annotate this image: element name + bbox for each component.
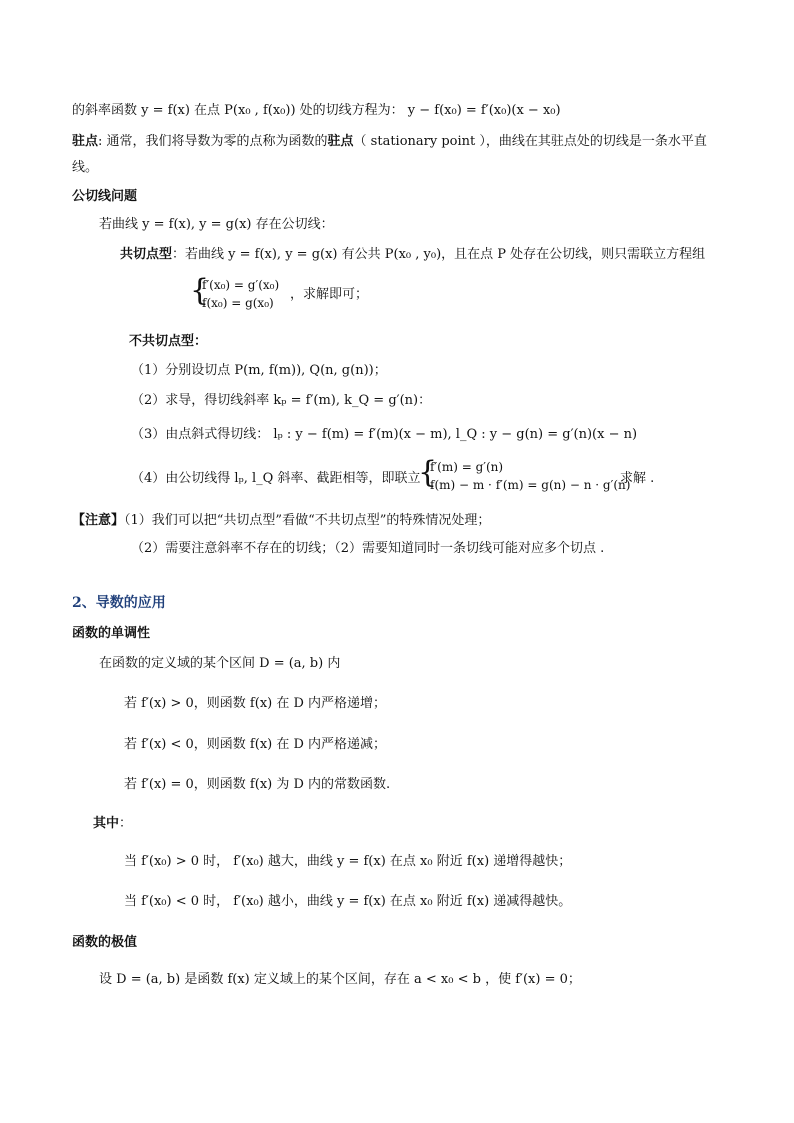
system-row-1: f′(x₀) = g′(x₀) bbox=[202, 278, 280, 292]
shared-point-type bbox=[120, 246, 705, 264]
step-2 bbox=[131, 392, 431, 410]
system-row-1: f′(m) = g′(n) bbox=[430, 460, 504, 474]
heading-non-shared-point bbox=[129, 333, 207, 351]
monotonicity-decreasing bbox=[124, 736, 386, 754]
text: ，求解即可； bbox=[290, 287, 369, 302]
heading-monotonicity bbox=[72, 625, 150, 643]
stationary-point-line-cont bbox=[72, 159, 98, 177]
text: 不共切点型 bbox=[129, 334, 195, 349]
condition-decreasing bbox=[124, 893, 571, 911]
text: （3）由点斜式得切线： lₚ : y − f(m) = f′(m)(x − m), l_Q : y − g(n) = g′(n)(x − n) bbox=[131, 427, 638, 442]
equation-system-1 bbox=[202, 276, 279, 312]
tangent-equation-line bbox=[72, 102, 561, 120]
text: 线。 bbox=[72, 160, 99, 175]
text: : 通常，我们将导数为零的点称为函数的 bbox=[98, 134, 328, 149]
term-stationary-2: 驻点 bbox=[327, 134, 354, 149]
monotonicity-intro bbox=[99, 655, 340, 673]
text: ： bbox=[194, 334, 208, 349]
text: 若 f′(x) < 0，则函数 f(x) 在 D 内严格递减； bbox=[124, 737, 387, 752]
heading-common-tangent bbox=[72, 188, 137, 206]
step-3 bbox=[131, 426, 637, 444]
term-shared-point: 共切点型 bbox=[120, 247, 173, 262]
note-line-2 bbox=[131, 540, 604, 558]
common-tangent-intro bbox=[99, 216, 334, 234]
term-among: 其中 bbox=[93, 816, 120, 831]
stationary-point-line bbox=[72, 133, 707, 151]
section-heading-applications bbox=[72, 594, 166, 612]
term-stationary: 驻点 bbox=[72, 134, 99, 149]
condition-increasing bbox=[124, 853, 571, 871]
left-brace: { bbox=[418, 455, 438, 490]
text: 公切线问题 bbox=[72, 189, 138, 204]
text: （2）求导，得切线斜率 kₚ = f′(m), k_Q = g′(n)： bbox=[131, 393, 432, 408]
text: （1）我们可以把“共切点型”看做“不共切点型”的特殊情况处理； bbox=[124, 513, 491, 528]
text: 函数的单调性 bbox=[72, 626, 151, 641]
text: （4）由公切线得 lₚ, l_Q 斜率、截距相等，即联立 bbox=[131, 471, 421, 486]
system-row-2: f(m) − m · f′(m) = g(n) − n · g′(n) bbox=[430, 478, 631, 492]
text: 的斜率函数 y = f(x) 在点 P(x₀ , f(x₀)) 处的切线方程为： y − f(x₀) = f′(x₀)(x − x₀) bbox=[72, 103, 561, 118]
extremum-definition bbox=[99, 971, 581, 989]
text: 2、导数的应用 bbox=[72, 595, 166, 611]
note-label: 【注意】 bbox=[72, 513, 125, 528]
text: 当 f′(x₀) > 0 时， f′(x₀) 越大，曲线 y = f(x) 在点 x₀ 附近 f(x) 递增得越快； bbox=[124, 854, 572, 869]
text: 若曲线 y = f(x), y = g(x) 存在公切线： bbox=[99, 217, 334, 232]
among-label bbox=[93, 815, 132, 833]
system-row-2: f(x₀) = g(x₀) bbox=[202, 296, 274, 310]
text: 在函数的定义域的某个区间 D = (a, b) 内 bbox=[99, 656, 341, 671]
text: 设 D = (a, b) 是函数 f(x) 定义域上的某个区间，存在 a < x₀ < b ，使 f′(x) = 0； bbox=[99, 972, 581, 987]
text: ： bbox=[119, 816, 133, 831]
equation-system-2 bbox=[430, 458, 630, 494]
note-line-1 bbox=[72, 512, 490, 530]
monotonicity-increasing bbox=[124, 695, 386, 713]
step-4-tail bbox=[620, 470, 654, 488]
step-4-head bbox=[131, 470, 420, 488]
monotonicity-constant bbox=[124, 776, 390, 794]
text: （ stationary point ），曲线在其驻点处的切线是一条水平直 bbox=[353, 134, 707, 149]
left-brace: { bbox=[190, 273, 210, 308]
text: （2）需要注意斜率不存在的切线；（2）需要知道同时一条切线可能对应多个切点 . bbox=[131, 541, 605, 556]
system-1-tail bbox=[290, 286, 368, 304]
text: 函数的极值 bbox=[72, 935, 138, 950]
heading-extremum bbox=[72, 934, 137, 952]
text: 若 f′(x) = 0，则函数 f(x) 为 D 内的常数函数. bbox=[124, 777, 391, 792]
text: 若 f′(x) > 0，则函数 f(x) 在 D 内严格递增； bbox=[124, 696, 387, 711]
text: 当 f′(x₀) < 0 时， f′(x₀) 越小，曲线 y = f(x) 在点 x₀ 附近 f(x) 递减得越快。 bbox=[124, 894, 572, 909]
step-1 bbox=[131, 362, 387, 380]
text: （1）分别设切点 P(m, f(m)), Q(n, g(n))； bbox=[131, 363, 387, 378]
text: 求解 . bbox=[620, 471, 655, 486]
text: ：若曲线 y = f(x), y = g(x) 有公共 P(x₀ , y₀)，且在点 P 处存在公切线，则只需联立方程组 bbox=[172, 247, 706, 262]
